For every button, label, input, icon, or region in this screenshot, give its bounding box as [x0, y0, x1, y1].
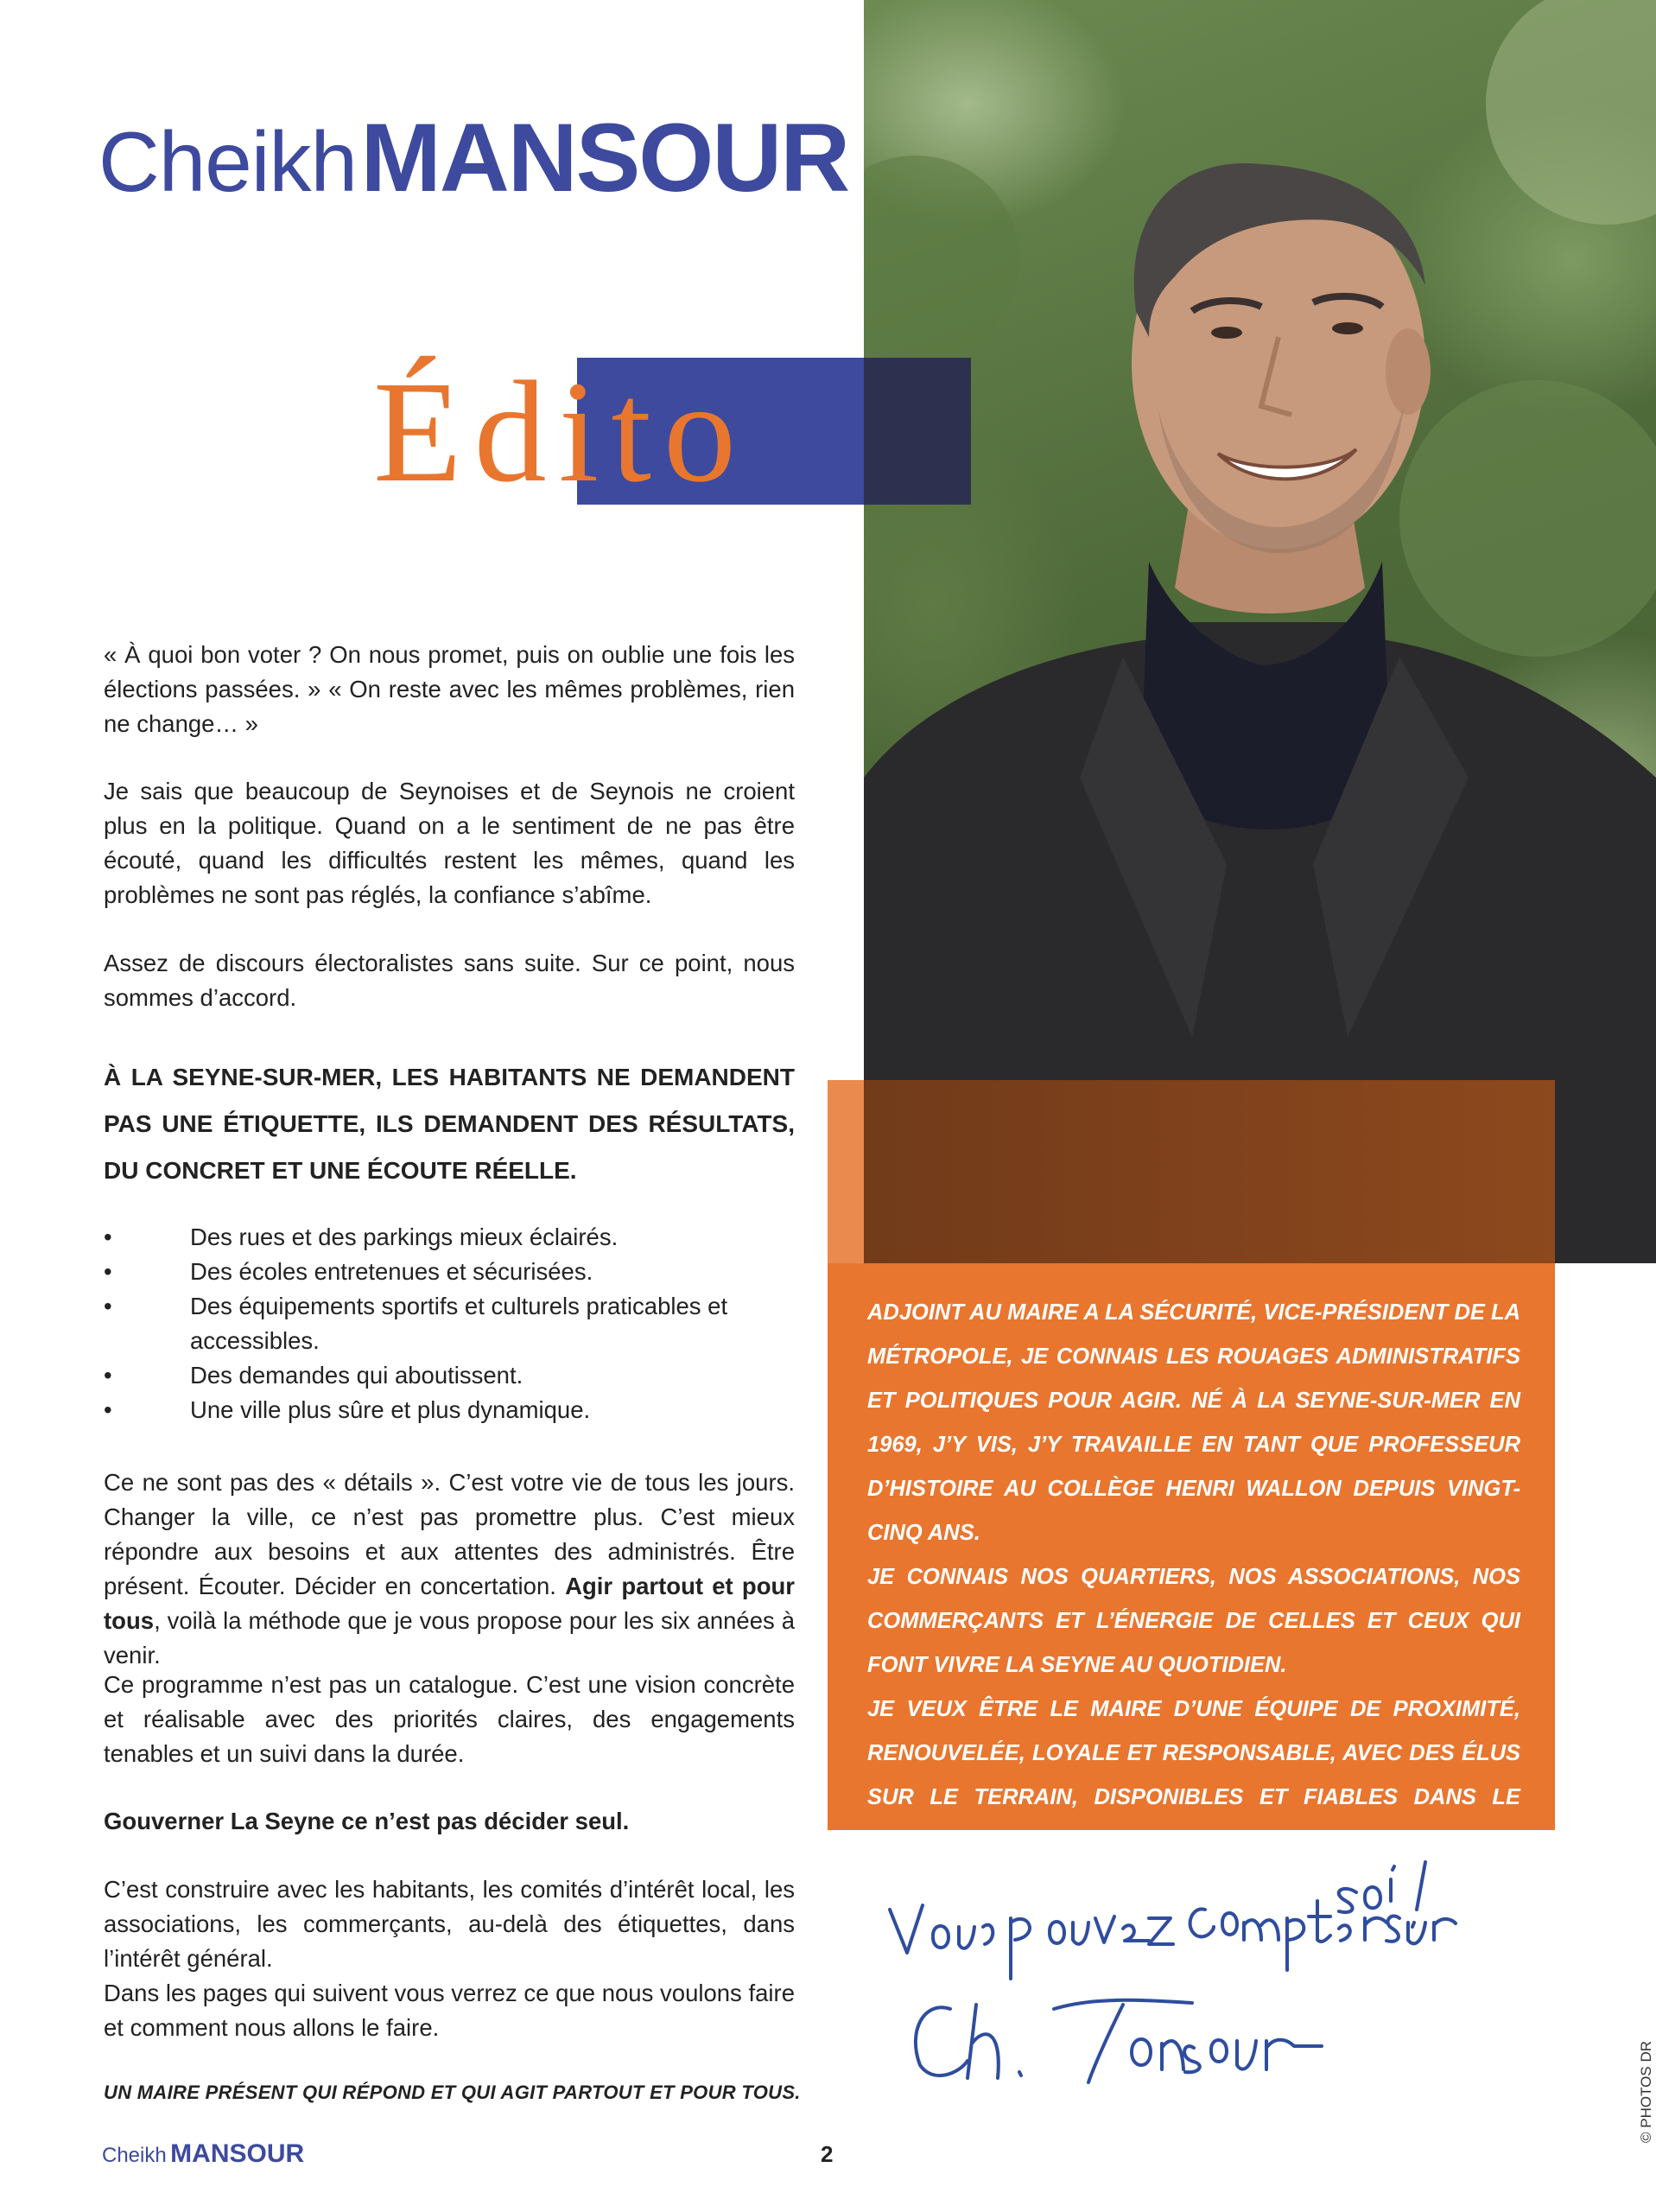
list-item	[104, 1393, 795, 1427]
title-last-name: MANSOUR	[360, 104, 849, 212]
bio-text	[867, 1291, 1520, 1864]
bullet-mark: •	[104, 1362, 112, 1389]
paragraph-4	[104, 1465, 795, 1673]
bio-paragraph-1: ADJOINT AU MAIRE A LA SÉCURITÉ, VICE-PRÉSIDENT DE LA MÉTROPOLE, JE CONNAIS LES ROUAGES ADMINISTRATIFS ET POLITIQUES POUR AGIR. NÉ À LA SEYNE-SUR-MER EN 1969, J’Y VIS, J’Y TRAVAILLE EN TANT QUE PROFESSEUR D’HISTOIRE AU COLLÈGE HENRI WALLON DEPUIS VINGT-CINQ ANS.	[867, 1300, 1520, 1545]
list-item-text: Des écoles entretenues et sécurisées.	[190, 1258, 593, 1285]
footer-first-name: Cheikh	[102, 2144, 167, 2167]
paragraph-1	[104, 638, 795, 741]
photo-credit	[1619, 2013, 1654, 2143]
bullet-mark: •	[104, 1293, 112, 1319]
bullet-mark: •	[104, 1258, 112, 1285]
list-item-text: Des rues et des parkings mieux éclairés.	[190, 1224, 619, 1250]
list-item	[104, 1255, 795, 1289]
highlight-statement: À LA SEYNE-SUR-MER, LES HABITANTS NE DEMANDENT PAS UNE ÉTIQUETTE, ILS DEMANDENT DES RÉSULTATS, DU CONCRET ET UNE ÉCOUTE RÉELLE.	[104, 1064, 795, 1184]
portrait-illustration	[864, 0, 1656, 1263]
paragraph-8-text: Dans les pages qui suivent vous verrez ce que nous voulons faire et comment nous allons le faire.	[104, 1980, 795, 2041]
edito-dark-box	[864, 358, 971, 505]
handwritten-signature	[872, 1858, 1494, 2091]
paragraph-5	[104, 1668, 795, 1771]
bio-paragraph-3: JE VEUX ÊTRE LE MAIRE D’UNE ÉQUIPE DE PROXIMITÉ, RENOUVELÉE, LOYALE ET RESPONSABLE, AVEC DES ÉLUS SUR LE TERRAIN, DISPONIBLES ET FIABLES DANS LE TEMPS.	[867, 1697, 1520, 1853]
bio-paragraph-2: JE CONNAIS NOS QUARTIERS, NOS ASSOCIATIONS, NOS COMMERÇANTS ET L’ÉNERGIE DE CELLES ET CEUX QUI FONT VIVRE LA SEYNE AU QUOTIDIEN.	[867, 1565, 1520, 1677]
title-first-name: Cheikh	[98, 114, 358, 209]
bullet-list	[104, 1220, 795, 1427]
bullet-mark: •	[104, 1224, 112, 1250]
paragraph-3	[104, 946, 795, 1015]
paragraph-6-text: Gouverner La Seyne ce n’est pas décider seul.	[104, 1808, 630, 1834]
edito-heading: Édito	[373, 352, 748, 512]
list-item-text: Des équipements sportifs et culturels praticables et accessibles.	[190, 1293, 728, 1354]
paragraph-1-text: « À quoi bon voter ? On nous promet, puis on oublie une fois les élections passées. » « On reste avec les mêmes problèmes, rien ne change… »	[104, 641, 795, 737]
list-item-text: Des demandes qui aboutissent.	[190, 1362, 523, 1389]
paragraph-2	[104, 774, 795, 912]
photo-credit-text: © PHOTOS DR	[1638, 2040, 1654, 2143]
paragraph-7	[104, 1872, 795, 2045]
paragraph-4-text: Ce ne sont pas des « détails ». C’est votre vie de tous les jours. Changer la ville, ce n’est pas promettre plus. C’est mieux répondre aux besoins et aux attentes des administrés. Être présent. Écouter. Décider en concertation.	[104, 1469, 795, 1599]
portrait-photo	[864, 0, 1656, 1263]
bullet-mark: •	[104, 1396, 112, 1423]
page-number: 2	[821, 2141, 834, 2167]
footer-last-name: MANSOUR	[170, 2139, 305, 2168]
paragraph-5-text: Ce programme n’est pas un catalogue. C’est une vision concrète et réalisable avec des priorités claires, des engagements tenables et un suivi dans la durée.	[104, 1671, 795, 1767]
list-item	[104, 1358, 795, 1393]
paragraph-4-end: , voilà la méthode que je vous propose pour les six années à venir.	[104, 1607, 795, 1669]
list-item-text: Une ville plus sûre et plus dynamique.	[190, 1396, 591, 1423]
paragraph-4-bold: Agir partout et pour tous	[104, 1573, 796, 1634]
footer-name	[102, 2139, 304, 2169]
closing-slogan: UN MAIRE PRÉSENT QUI RÉPOND ET QUI AGIT PARTOUT ET POUR TOUS.	[104, 2082, 801, 2103]
list-item	[104, 1220, 795, 1255]
list-item	[104, 1289, 795, 1358]
paragraph-2-text: Je sais que beaucoup de Seynoises et de Seynois ne croient plus en la politique. Quand on a le sentiment de ne pas être écouté, quand les difficultés restent les mêmes, quand les problèmes ne sont pas réglés, la confiance s’abîme.	[104, 778, 795, 908]
paragraph-6	[104, 1804, 795, 1839]
paragraph-3-text: Assez de discours électoralistes sans suite. Sur ce point, nous sommes d’accord.	[104, 950, 795, 1011]
page-title	[98, 102, 849, 232]
paragraph-7-text: C’est construire avec les habitants, les comités d’intérêt local, les associations, les commerçants, au-delà des étiquettes, dans l’intérêt général.	[104, 1876, 795, 1972]
orange-overlay-shade	[864, 1080, 1555, 1263]
